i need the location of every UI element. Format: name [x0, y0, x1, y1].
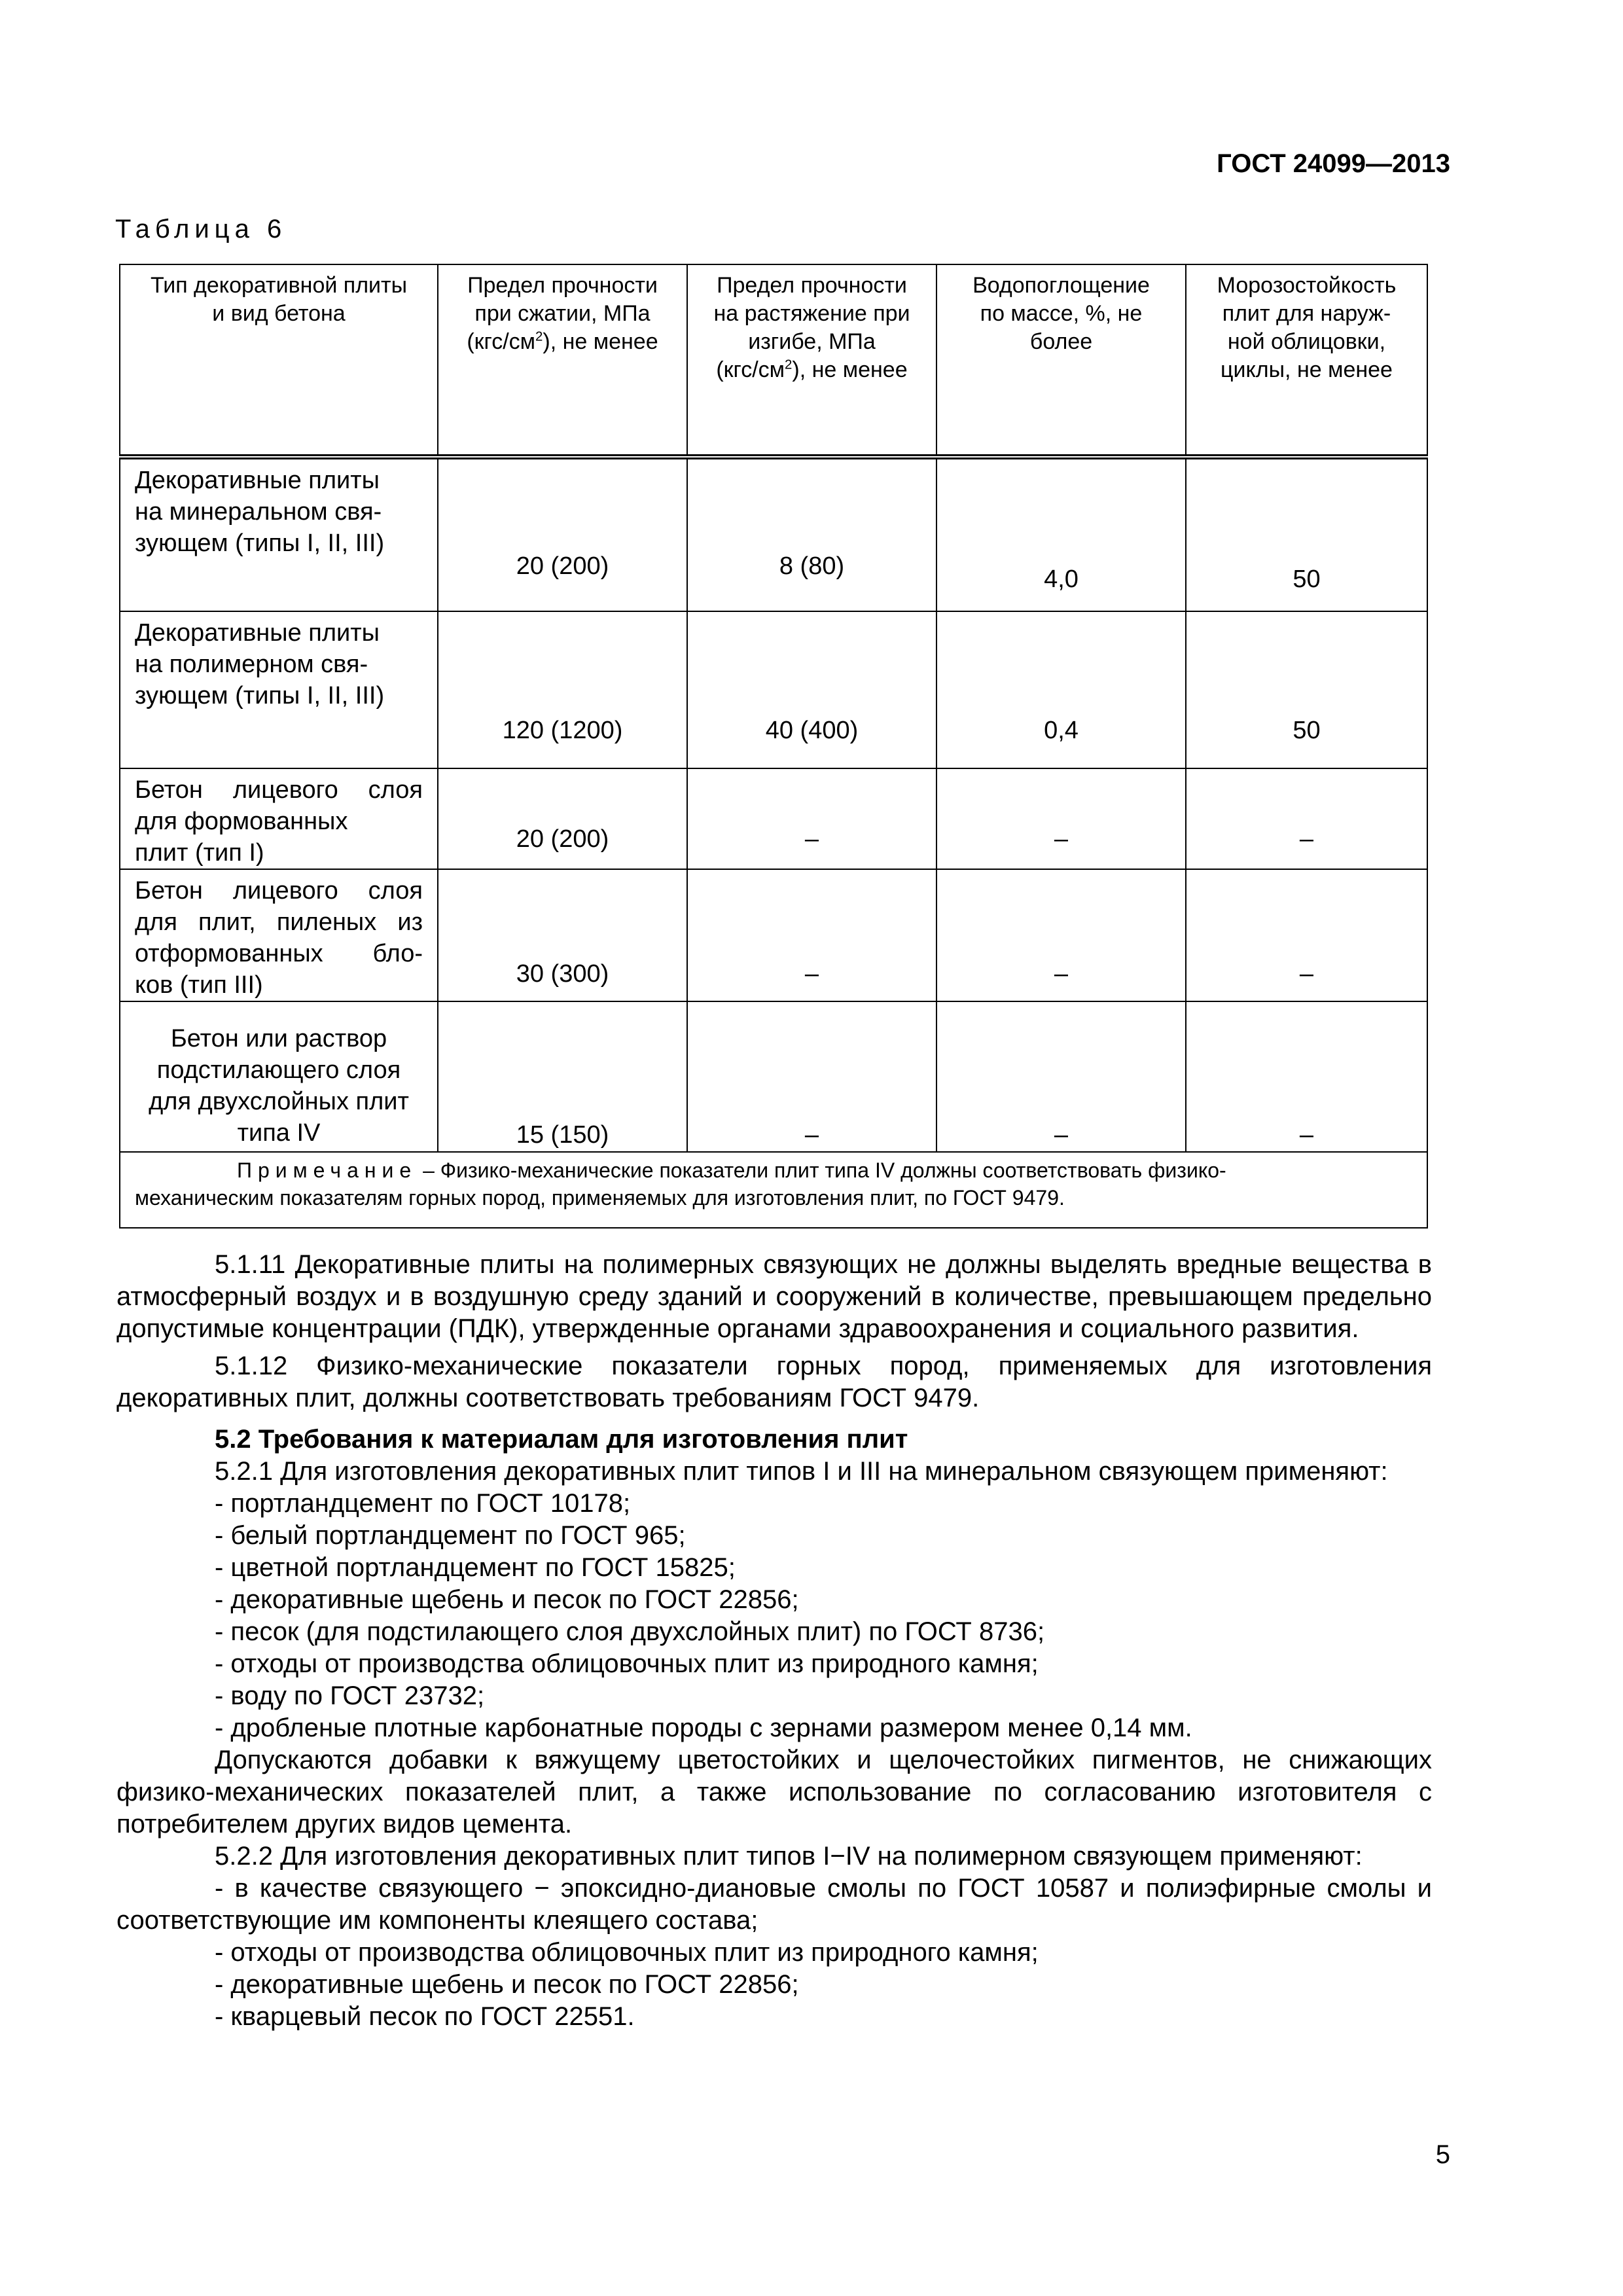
cell-bending: – [687, 1001, 936, 1152]
header-water-absorption: Водопоглощение по массе, %, не более [936, 264, 1186, 457]
table-note-row [120, 1152, 1427, 1228]
cell-frost: 50 [1186, 611, 1427, 768]
cell-frost: 50 [1186, 457, 1427, 611]
table-row [120, 1001, 1427, 1152]
note-label: Примечание [237, 1158, 418, 1182]
row-label: Бетон лицевого слоя для формованных плит (тип I) [120, 768, 438, 869]
document-code: ГОСТ 24099—2013 [1217, 149, 1450, 178]
paragraph-5-2-2: 5.2.2 Для изготовления декоративных плит типов I−IV на полимерном связующем применяют: [215, 1842, 1363, 1871]
body-text [116, 1249, 1432, 2033]
list-item: - декоративные щебень и песок по ГОСТ 22856; [215, 1585, 799, 1614]
list-item: - белый портландцемент по ГОСТ 965; [215, 1521, 686, 1550]
list-item: - отходы от производства облицовочных плит из природного камня; [215, 1649, 1039, 1678]
cell-bending: 40 (400) [687, 611, 936, 768]
row-label: Декоративные плиты на минеральном свя- зующем (типы I, II, III) [120, 457, 438, 611]
list-item: - отходы от производства облицовочных плит из природного камня; [215, 1938, 1039, 1967]
list-item: - кварцевый песок по ГОСТ 22551. [215, 2002, 635, 2031]
list-item: - песок (для подстилающего слоя двухслойных плит) по ГОСТ 8736; [215, 1617, 1045, 1646]
cell-compression: 30 (300) [438, 869, 687, 1001]
table-row [120, 768, 1427, 869]
cell-compression: 20 (200) [438, 768, 687, 869]
cell-water: 4,0 [936, 457, 1186, 611]
paragraph-additives: Допускаются добавки к вяжущему цветостойких и щелочестойких пигментов, не снижающих физико-механических показателей плит, а также использование по согласованию изготовителя с потребителем других видов цемента. [116, 1746, 1432, 1839]
page-number: 5 [1435, 2140, 1450, 2169]
table-caption: Таблица 6 [115, 215, 287, 243]
section-heading-5-2: 5.2 Требования к материалам для изготовления плит [215, 1425, 908, 1454]
cell-frost: – [1186, 869, 1427, 1001]
table-row [120, 869, 1427, 1001]
row-label: Декоративные плиты на полимерном свя- зующем (типы I, II, III) [120, 611, 438, 768]
list-item: - цветной портландцемент по ГОСТ 15825; [215, 1553, 736, 1582]
cell-frost: – [1186, 1001, 1427, 1152]
paragraph-5-1-12: 5.1.12 Физико-механические показатели горных пород, применяемых для изготовления декоративных плит, должны соответствовать требованиям ГОСТ 9479. [116, 1352, 1432, 1412]
table-header-row [120, 264, 1427, 457]
table-row [120, 457, 1427, 611]
header-compression: Предел прочности при сжатии, МПа $(кгс/см^2)$, не менее [438, 264, 687, 457]
table-row [120, 611, 1427, 768]
cell-compression: 120 (1200) [438, 611, 687, 768]
cell-compression: 15 (150) [438, 1001, 687, 1152]
table-note [120, 1152, 1427, 1228]
row-label: Бетон или раствор подстилающего слоя для двухслойных плит типа IV [120, 1001, 438, 1152]
list-item: - воду по ГОСТ 23732; [215, 1681, 485, 1710]
paragraph-5-1-11: 5.1.11 Декоративные плиты на полимерных связующих не должны выделять вредные вещества в атмосферный воздух и в воздушную среду зданий и сооружений в количестве, превышающем предельно допустимые концентрации (ПДК), утвержденные органами здравоохранения и социального развития. [116, 1250, 1432, 1343]
list-item: - портландцемент по ГОСТ 10178; [215, 1489, 631, 1518]
cell-water: – [936, 768, 1186, 869]
header-frost-resistance: Морозостойкость плит для наруж- ной облицовки, циклы, не менее [1186, 264, 1427, 457]
cell-bending: – [687, 869, 936, 1001]
paragraph-5-2-1: 5.2.1 Для изготовления декоративных плит типов I и III на минеральном связующем применяют: [215, 1457, 1388, 1486]
cell-bending: 8 (80) [687, 457, 936, 611]
list-item: - декоративные щебень и песок по ГОСТ 22856; [215, 1970, 799, 1999]
cell-water: 0,4 [936, 611, 1186, 768]
cell-frost: – [1186, 768, 1427, 869]
note-text-cont: механическим показателям горных пород, применяемых для изготовления плит, по ГОСТ 9479. [135, 1186, 1065, 1210]
list-item-binder: - в качестве связующего − эпоксидно-диановые смолы по ГОСТ 10587 и полиэфирные смолы и соответствующие им компоненты клеящего состава; [116, 1874, 1432, 1935]
note-text: – Физико-механические показатели плит типа IV должны соответствовать физико- [417, 1158, 1226, 1182]
cell-water: – [936, 869, 1186, 1001]
properties-table [119, 264, 1428, 1229]
cell-water: – [936, 1001, 1186, 1152]
cell-compression: 20 (200) [438, 457, 687, 611]
header-bending: Предел прочности на растяжение при изгибе, МПа $(кгс/см^2)$, не менее [687, 264, 936, 457]
header-plate-type: Тип декоративной плиты и вид бетона [120, 264, 438, 457]
list-item: - дробленые плотные карбонатные породы с зернами размером менее 0,14 мм. [215, 1713, 1192, 1742]
row-label: Бетон лицевого слоя для плит, пиленых из отформованных бло- ков (тип III) [120, 869, 438, 1001]
cell-bending: – [687, 768, 936, 869]
